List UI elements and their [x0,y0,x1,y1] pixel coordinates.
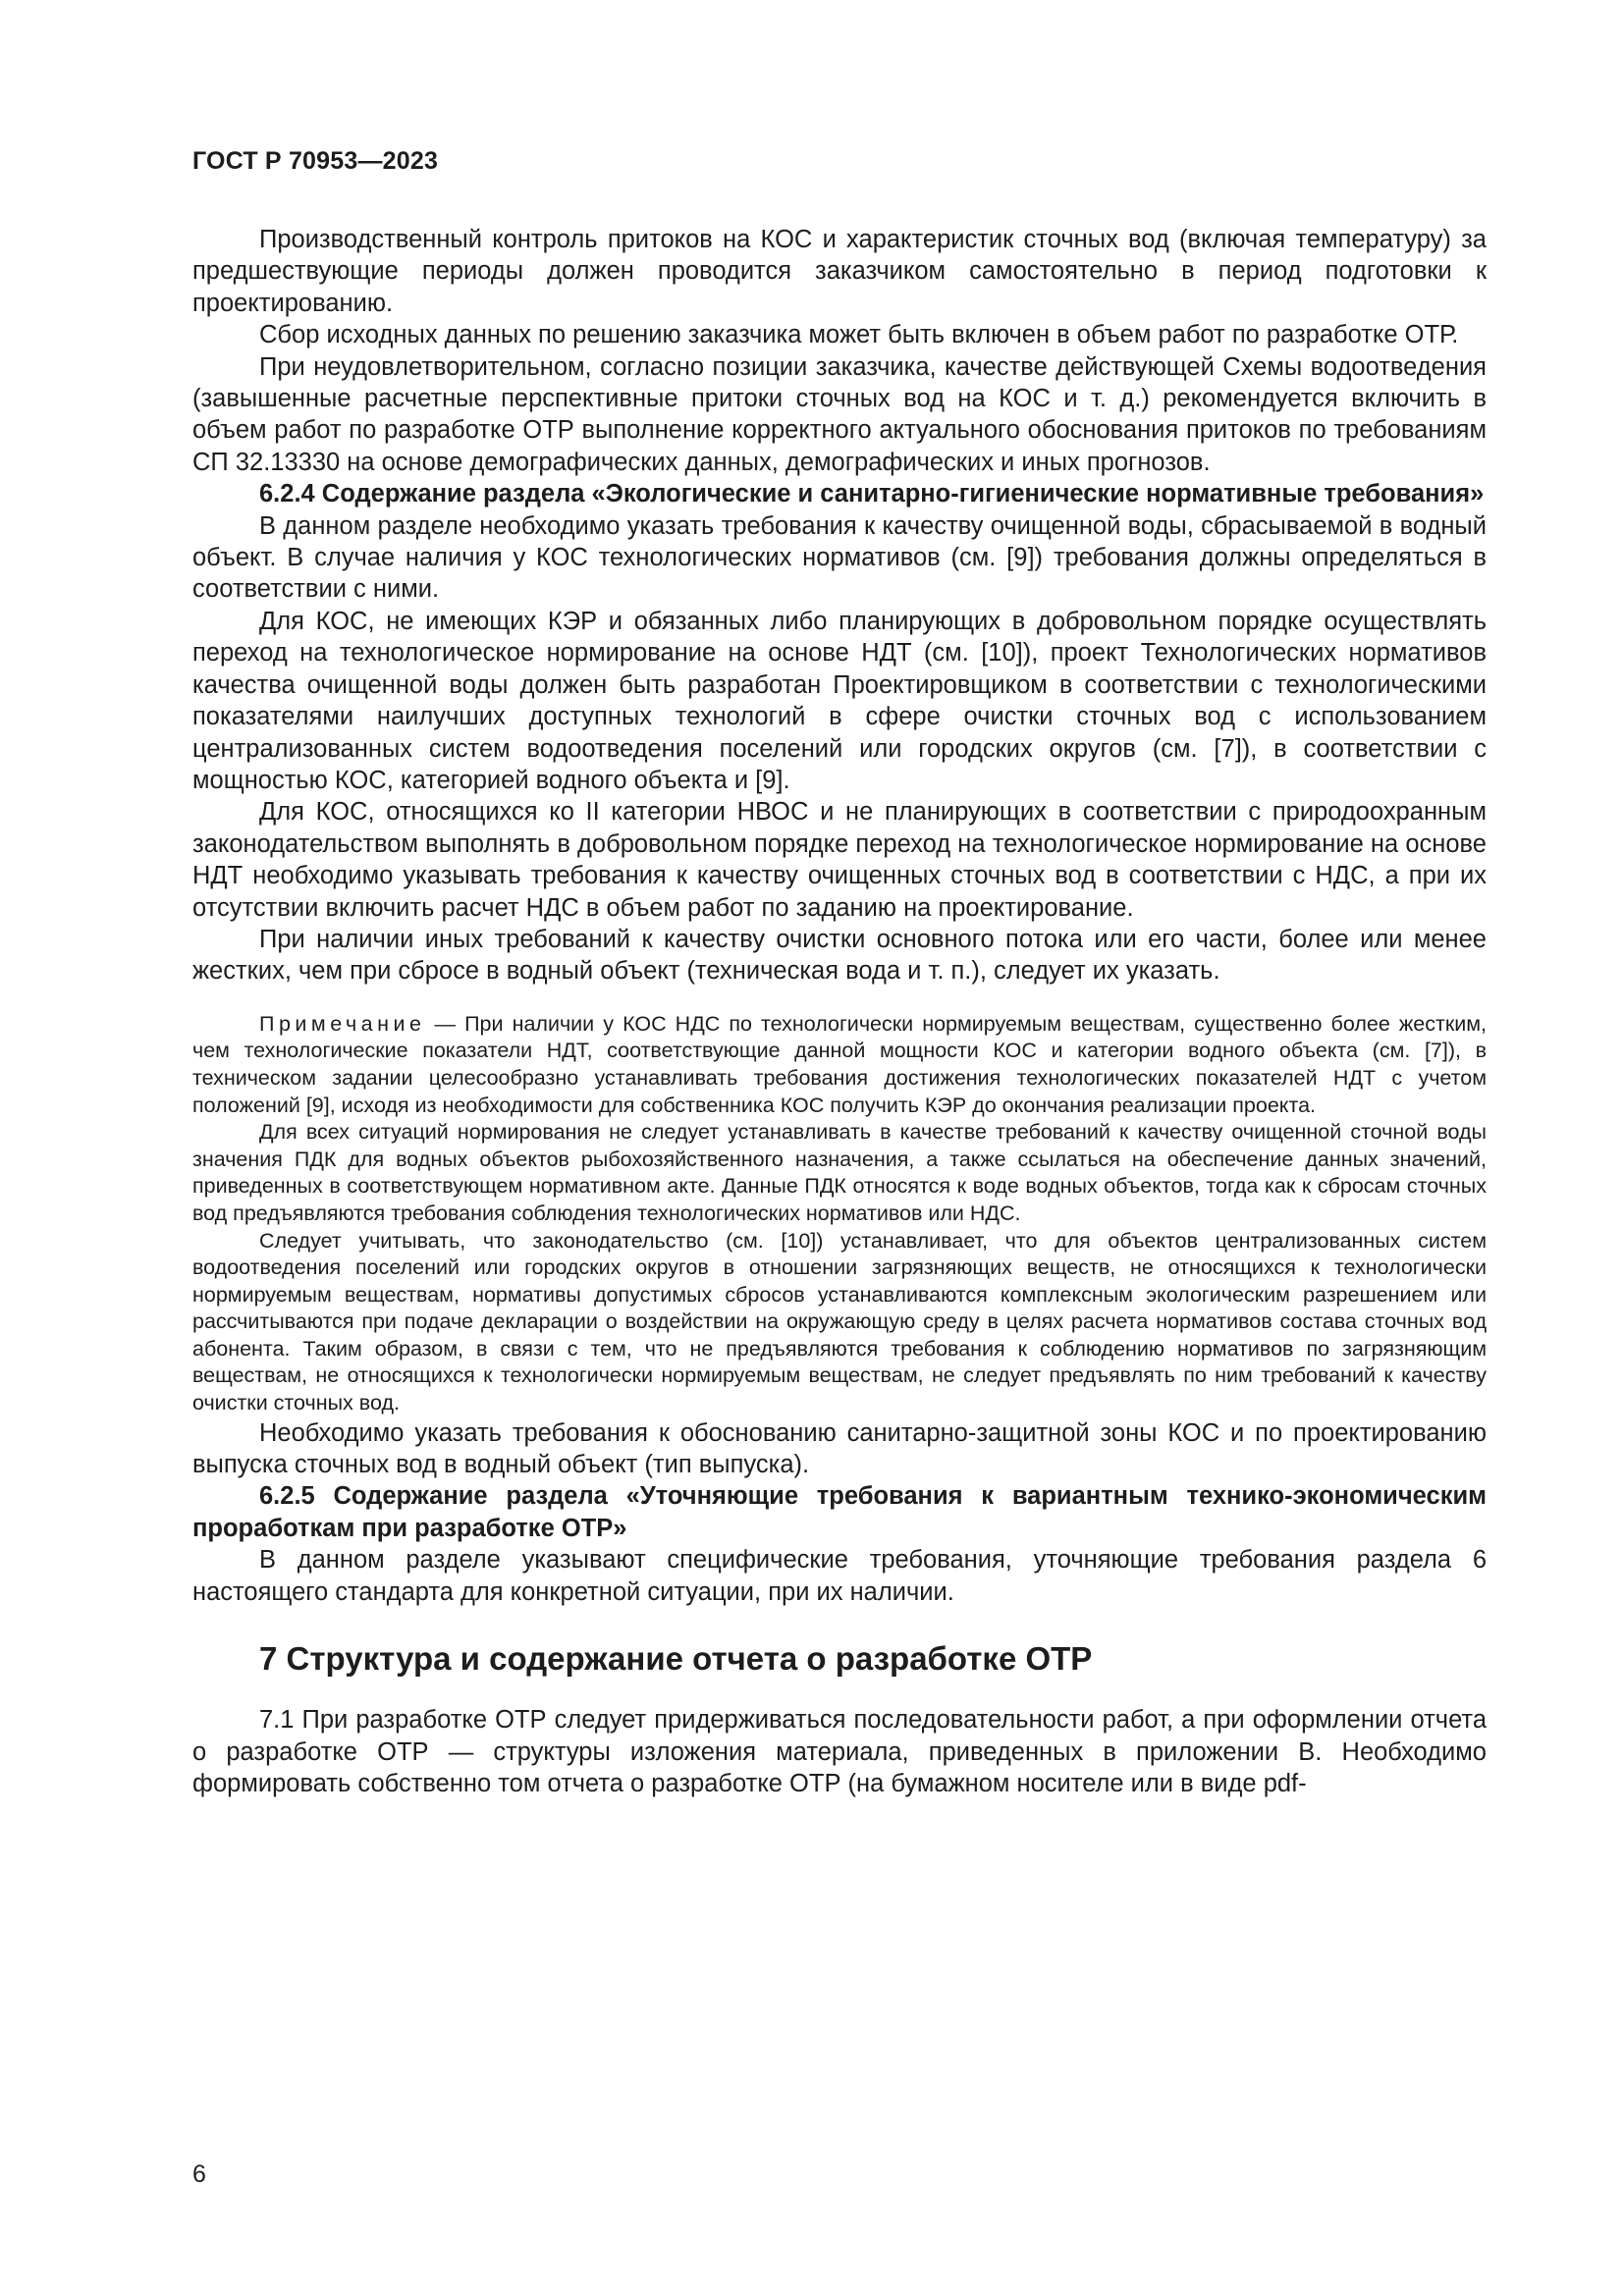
note-block [192,1011,1487,1417]
paragraph: В данном разделе указывают специфические требования, уточняющие требования раздела 6 настоящего стандарта для конкретной ситуации, при их наличии. [192,1546,1487,1606]
paragraph: 7.1 При разработке ОТР следует придерживаться последовательности работ, а при оформлении отчета о разработке ОТР — структуры изложения материала, приведенных в приложении В. Необходимо формировать собственно том отчета о разработке ОТР (на бумажном носителе или в виде pdf- [192,1706,1487,1797]
page-number: 6 [192,2161,206,2188]
document-header: ГОСТ Р 70953—2023 [192,147,439,175]
note-paragraph: Для всех ситуаций нормирования не следует устанавливать в качестве требований к качеству очищенной сточной воды значения ПДК для водных объектов рыбохозяйственного назначения, а также ссылаться на обеспечение данных значений, приведенных в соответствующем нормативном акте. Данные ПДК относятся к воде водных объектов, тогда как к сбросам сточных вод предъявляются требования соблюдения технологических нормативов или НДС. [192,1120,1487,1225]
note-text: При наличии у КОС НДС по технологически нормируемым веществам, существенно более жестким, чем технологические показатели НДТ, соответствующие данной мощности КОС и категории водного объекта (см. [7]), в техническом задании целесообразно устанавливать требования достижения технологических показателей НДТ с учетом положений [9], исходя из необходимости для собственника КОС получить КЭР до окончания реализации проекта. [192,1011,1487,1117]
paragraph: Необходимо указать требования к обоснованию санитарно-защитной зоны КОС и по проектированию выпуска сточных вод в водный объект (тип выпуска). [192,1418,1487,1479]
section-heading-6-2-5: 6.2.5 Содержание раздела «Уточняющие требования к вариантным технико-экономическим проработкам при разработке ОТР» [192,1482,1487,1542]
section-heading-7: 7 Структура и содержание отчета о разработке ОТР [259,1640,1093,1678]
section-heading-6-2-4: 6.2.4 Содержание раздела «Экологические и санитарно-гигиенические нормативные требования» [259,480,1485,508]
note-paragraph: Следует учитывать, что законодательство (см. [10]) устанавливает, что для объектов централизованных систем водоотведения поселений или городских округов в отношении загрязняющих веществ, не относящихся к технологически нормируемым веществам, нормативы допустимых сбросов устанавливаются комплексным экологическим разрешением или рассчитываются при подаче декларации о воздействии на окружающую среду в целях расчета нормативов состава сточных вод абонента. Таким образом, в связи с тем, что не предъявляются требования к соблюдению нормативов по загрязняющим веществам, не относящихся к технологически нормируемым веществам, не следует предъявлять по ним требований к качеству очистки сточных вод. [192,1228,1487,1415]
paragraph: При неудовлетворительном, согласно позиции заказчика, качестве действующей Схемы водоотведения (завышенные расчетные перспективные притоки сточных вод на КОС и т. д.) рекомендуется включить в объем работ по разработке ОТР выполнение корректного актуального обоснования притоков по требованиям СП 32.13330 на основе демографических данных, демографических и иных прогнозов. [192,352,1487,476]
note-paragraph [192,1011,1487,1119]
paragraph: Для КОС, не имеющих КЭР и обязанных либо планирующих в добровольном порядке осуществлять переход на технологическое нормирование на основе НДТ (см. [10]), проект Технологических нормативов качества очищенной воды должен быть разработан Проектировщиком в соответствии с технологическими показателями наилучших доступных технологий в сфере очистки сточных вод с использованием централизованных систем водоотведения поселений или городских округов (см. [7]), в соответствии с мощностью КОС, категорией водного объекта и [9]. [192,607,1487,794]
paragraph: Производственный контроль притоков на КОС и характеристик сточных вод (включая температуру) за предшествующие периоды должен проводится заказчиком самостоятельно в период подготовки к проектированию. [192,226,1487,317]
document-body [192,224,1487,1799]
paragraph: При наличии иных требований к качеству очистки основного потока или его части, более или менее жестких, чем при сбросе в водный объект (техническая вода и т. п.), следует их указать. [192,925,1487,986]
paragraph: Сбор исходных данных по решению заказчика может быть включен в объем работ по разработке ОТР. [259,321,1459,349]
paragraph: Для КОС, относящихся ко II категории НВОС и не планирующих в соответствии с природоохранным законодательством выполнять в добровольном порядке переход на технологическое нормирование на основе НДТ необходимо указывать требования к качеству очищенных сточных вод в соответствии с НДС, а при их отсутствии включить расчет НДС в объем работ по заданию на проектирование. [192,798,1487,922]
note-dash: — [425,1011,465,1036]
note-label: Примечание [259,1011,426,1036]
paragraph: В данном разделе необходимо указать требования к качеству очищенной воды, сбрасываемой в водный объект. В случае наличия у КОС технологических нормативов (см. [9]) требования должны определяться в соответствии с ними. [192,511,1487,604]
